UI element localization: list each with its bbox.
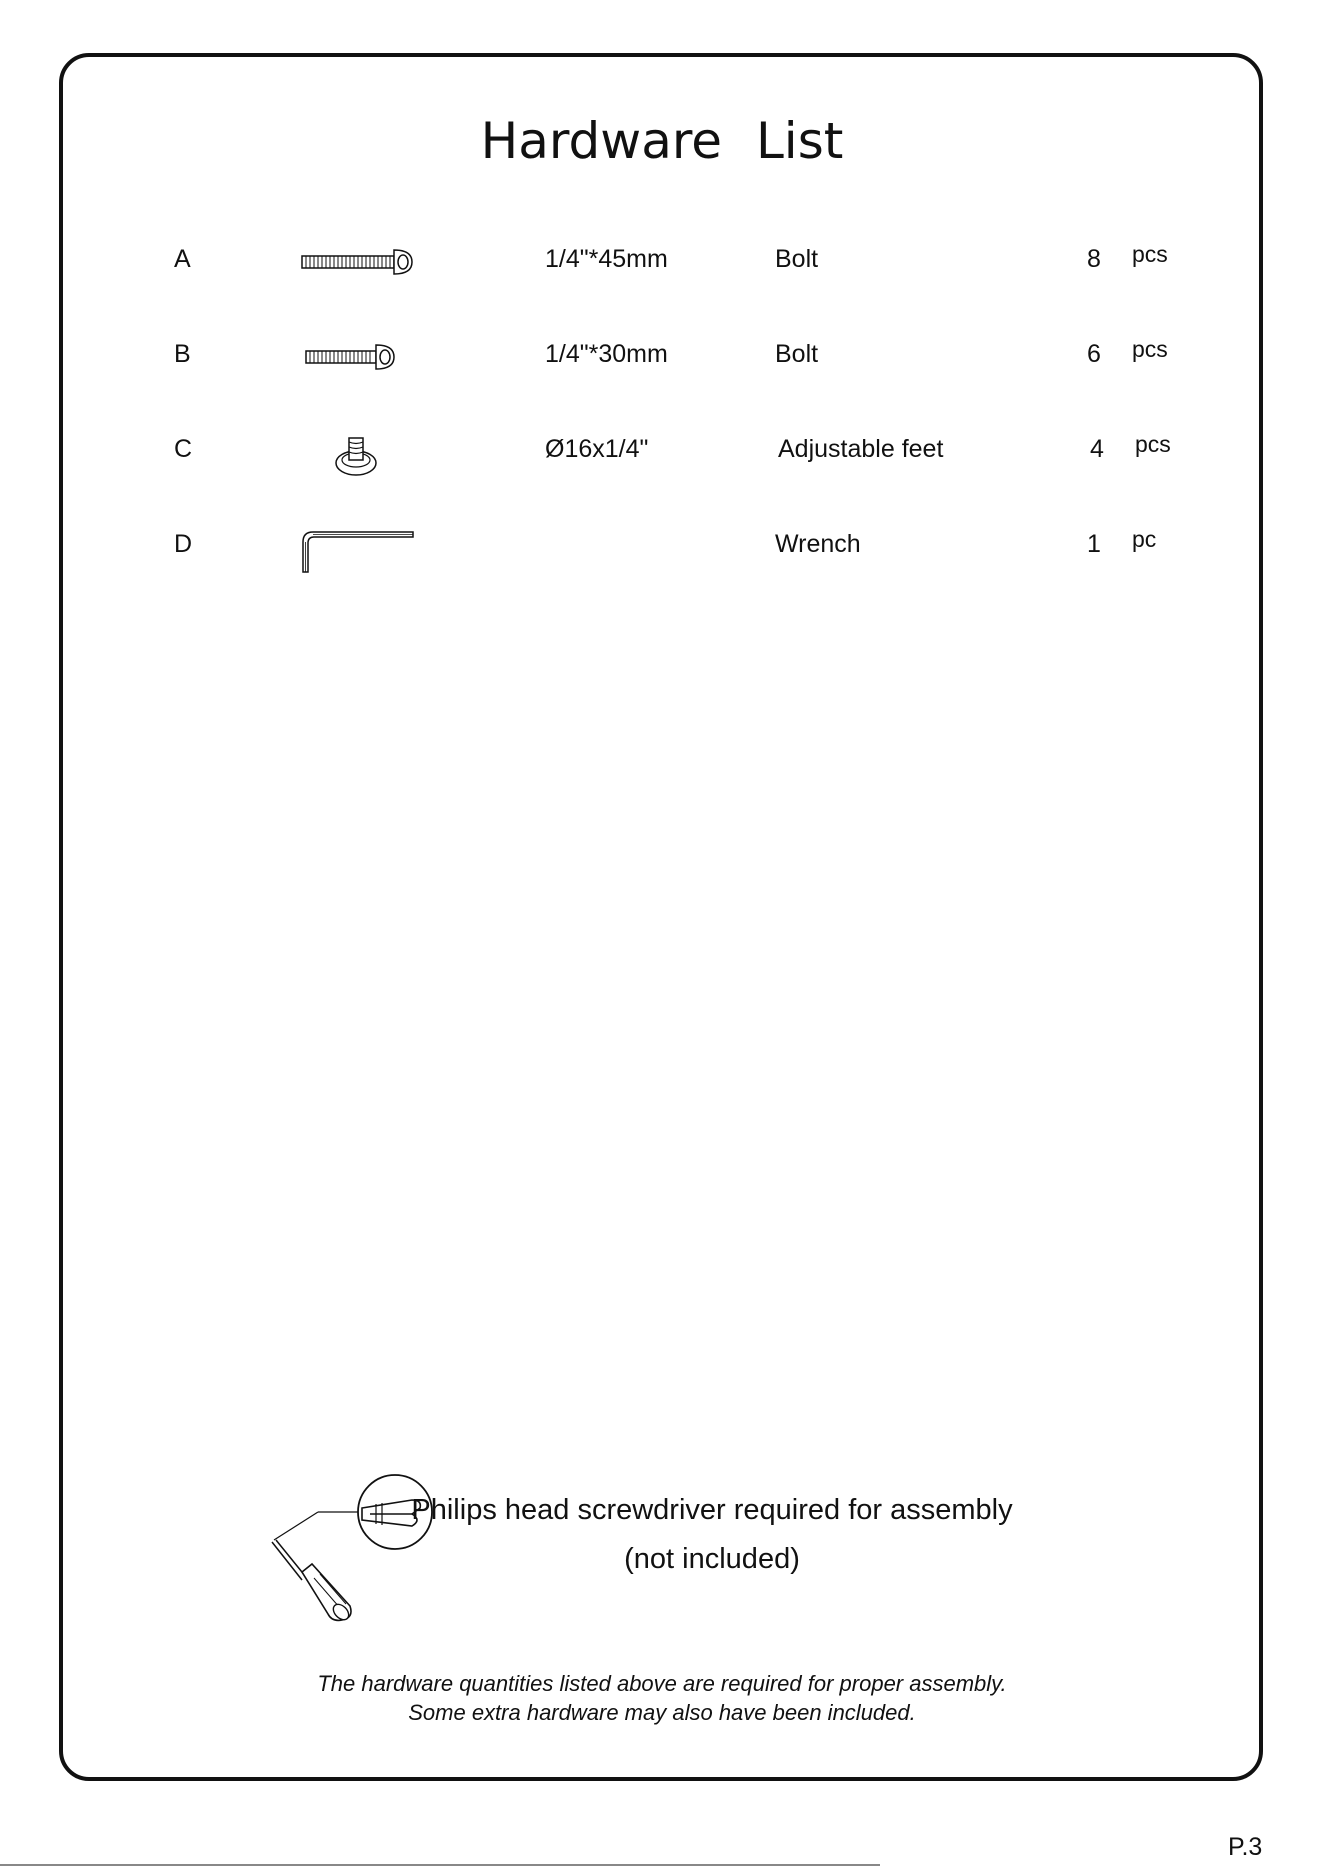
item-unit: pc [1132, 526, 1157, 552]
item-name: Bolt [775, 245, 819, 273]
item-name: Wrench [775, 530, 861, 558]
footer-divider [0, 1864, 880, 1866]
item-spec: 1/4"*45mm [545, 245, 668, 273]
item-spec: Ø16x1/4" [545, 435, 649, 463]
item-quantity: 8 [1087, 245, 1101, 273]
item-name: Adjustable feet [778, 435, 944, 463]
hardware-row-c [0, 431, 1324, 495]
item-quantity: 6 [1087, 340, 1101, 368]
adjustable-foot-icon [333, 433, 379, 484]
item-unit: pcs [1135, 431, 1171, 457]
item-unit: pcs [1132, 336, 1168, 362]
item-unit: pcs [1132, 241, 1168, 267]
disclaimer-line1: The hardware quantities listed above are required for proper assembly. [317, 1671, 1007, 1696]
tool-note-line1: Philips head screwdriver required for assembly [411, 1494, 1013, 1526]
item-spec: 1/4"*30mm [545, 340, 668, 368]
hardware-row-a [0, 241, 1324, 305]
hardware-row-d [0, 526, 1324, 590]
disclaimer-line2: Some extra hardware may also have been included. [408, 1700, 916, 1725]
allen-wrench-icon [300, 528, 416, 579]
item-quantity: 1 [1087, 530, 1101, 558]
long-bolt-icon [300, 245, 414, 284]
item-letter: C [174, 435, 193, 463]
page-number: P.3 [1228, 1833, 1263, 1861]
item-name: Bolt [775, 340, 819, 368]
item-letter: D [174, 530, 193, 558]
short-bolt-icon [304, 340, 398, 379]
item-letter: A [174, 245, 191, 273]
page-title: Hardware List [480, 112, 844, 170]
hardware-row-b [0, 336, 1324, 400]
tool-note-line2: (not included) [624, 1543, 800, 1575]
item-quantity: 4 [1090, 435, 1104, 463]
item-letter: B [174, 340, 191, 368]
